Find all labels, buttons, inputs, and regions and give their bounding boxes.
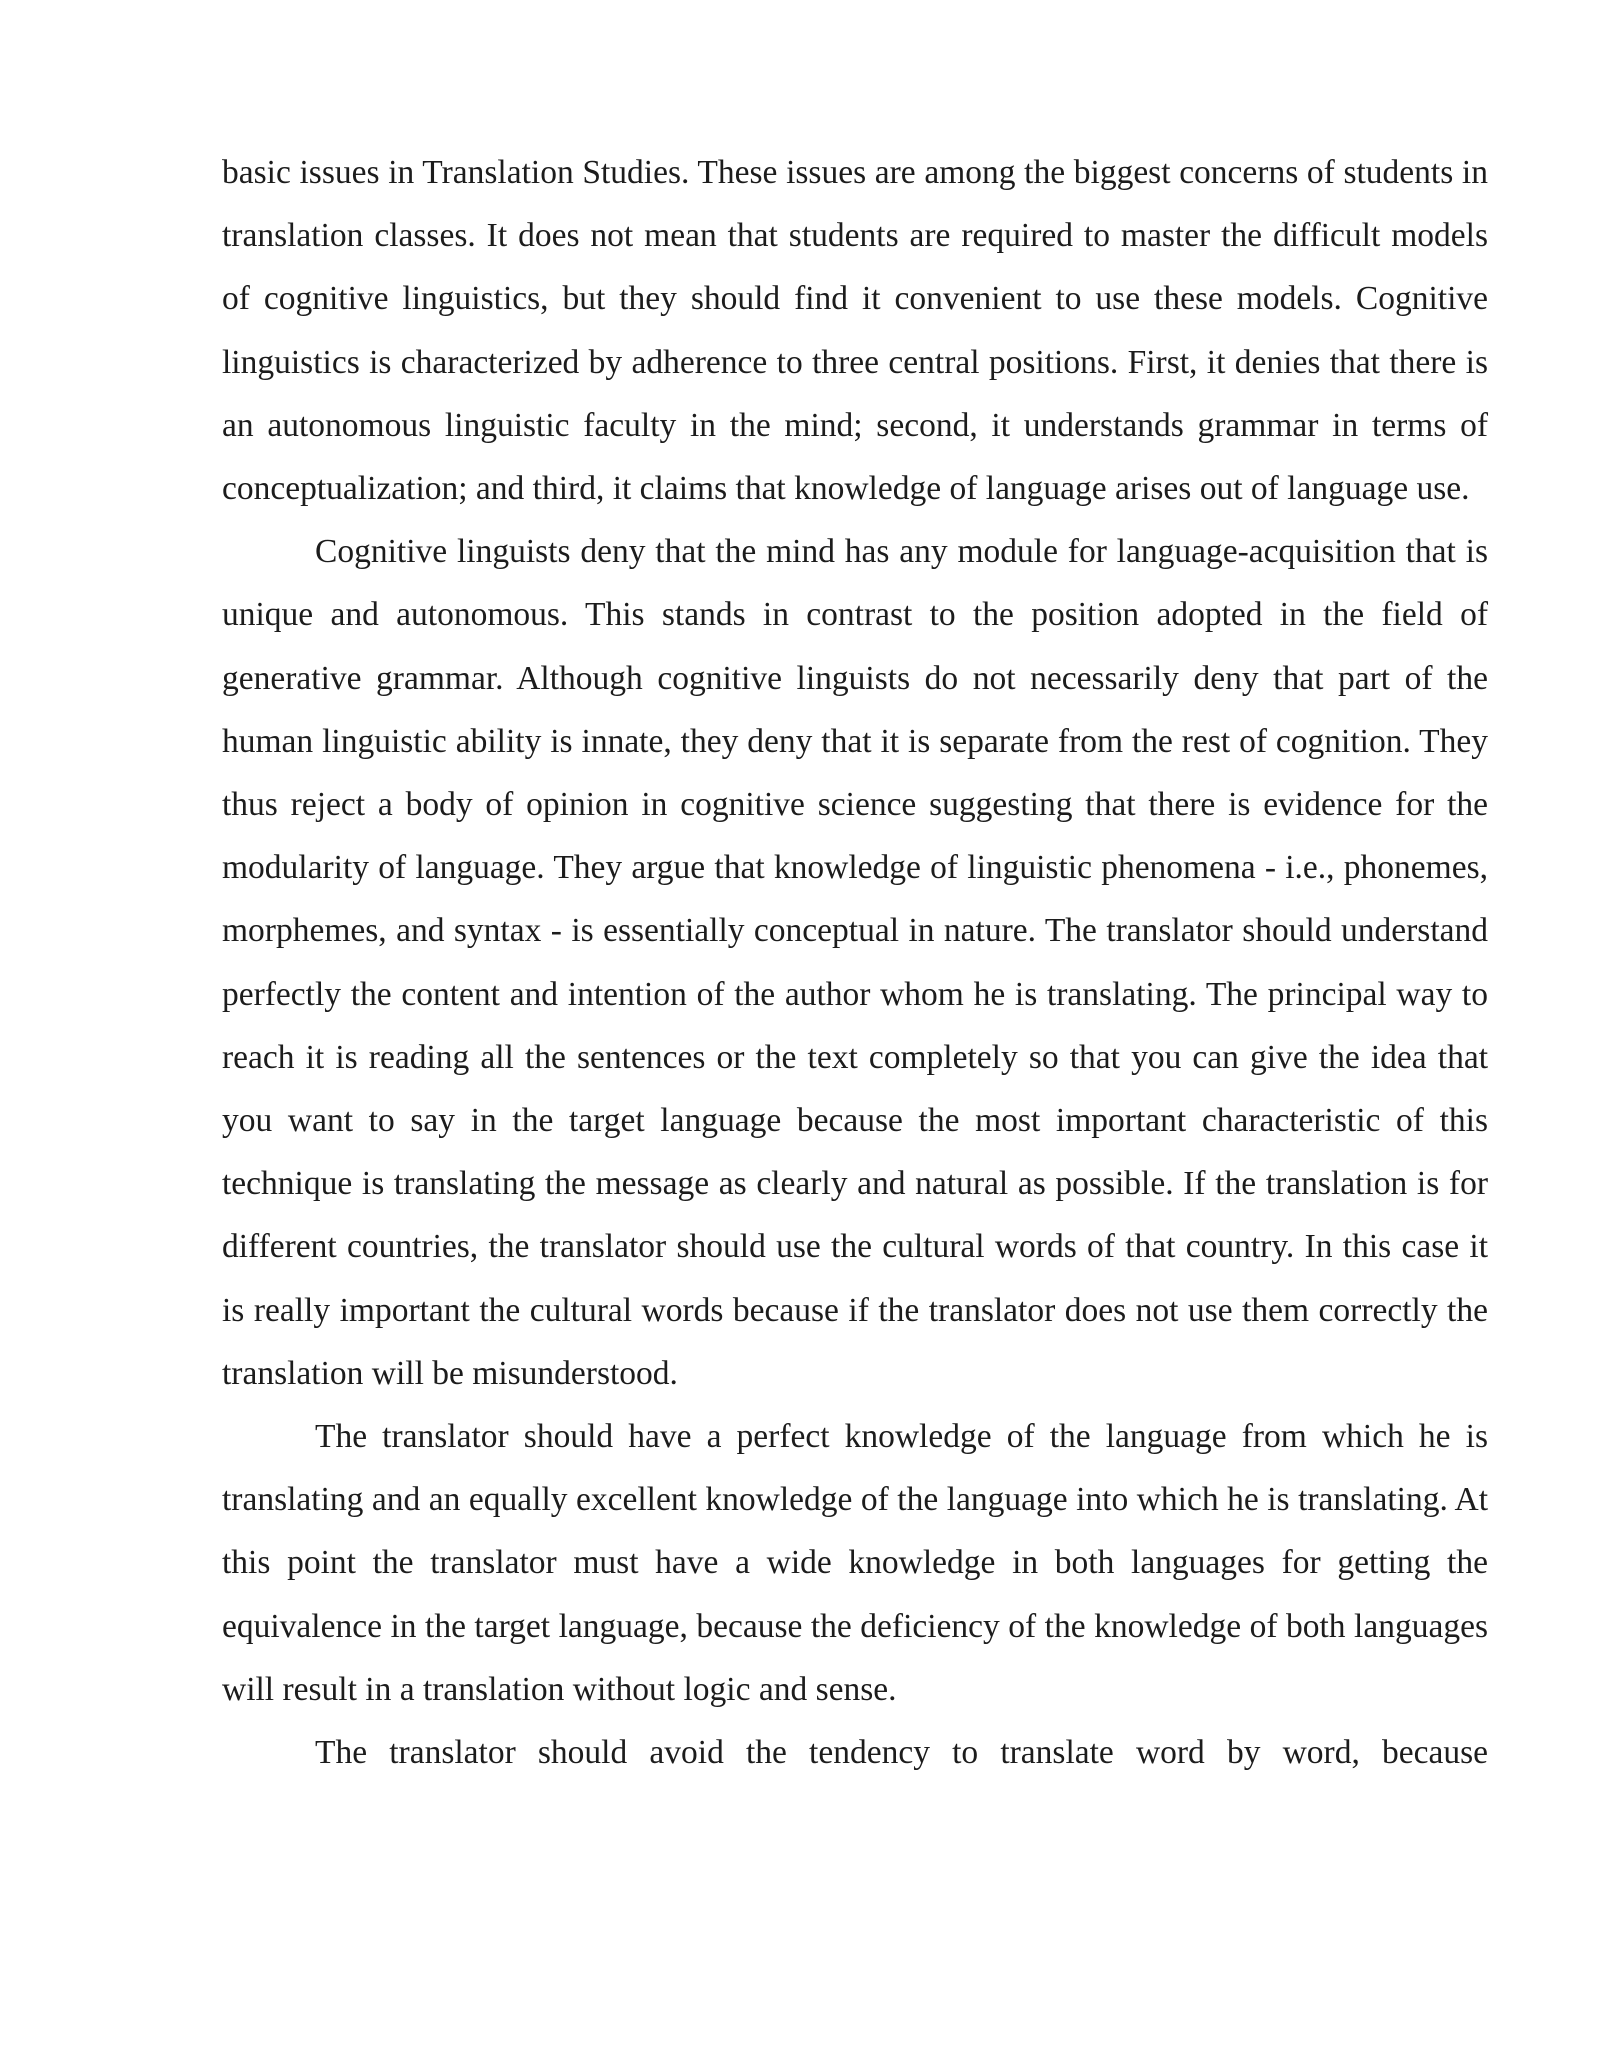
paragraph-continuation: basic issues in Translation Studies. These issues are among the biggest concerns of students in translation classes. It does not mean that students are required to master the difficult models of cognitive linguistics, but they should find it convenient to use these models. Cognitive linguistics is characterized by adherence to three central positions. First, it denies that there is an autonomous linguistic faculty in the mind; second, it understands grammar in terms of conceptualization; and third, it claims that knowledge of language arises out of language use.	[222, 154, 1488, 508]
body-text	[222, 141, 1488, 1784]
paragraph-word-by-word: The translator should avoid the tendency to translate word by word, because	[315, 1734, 1488, 1772]
paragraph-cognitive-linguists: Cognitive linguists deny that the mind has any module for language-acquisition that is unique and autonomous. This stands in contrast to the position adopted in the field of generative grammar. Although cognitive linguists do not necessarily deny that part of the human linguistic ability is innate, they deny that it is separate from the rest of cognition. They thus reject a body of opinion in cognitive science suggesting that there is evidence for the modularity of language. They argue that knowledge of linguistic phenomena - i.e., phonemes, morphemes, and syntax - is essentially conceptual in nature. The translator should understand perfectly the content and intention of the author whom he is translating. The principal way to reach it is reading all the sentences or the text completely so that you can give the idea that you want to say in the target language because the most important characteristic of this technique is translating the message as clearly and natural as possible. If the translation is for different countries, the translator should use the cultural words of that country. In this case it is really important the cultural words because if the translator does not use them correctly the translation will be misunderstood.	[222, 533, 1488, 1392]
paragraph-translator-knowledge: The translator should have a perfect knowledge of the language from which he is translating and an equally excellent knowledge of the language into which he is translating. At this point the translator must have a wide knowledge in both languages for getting the equivalence in the target language, because the deficiency of the knowledge of both languages will result in a translation without logic and sense.	[222, 1418, 1488, 1708]
